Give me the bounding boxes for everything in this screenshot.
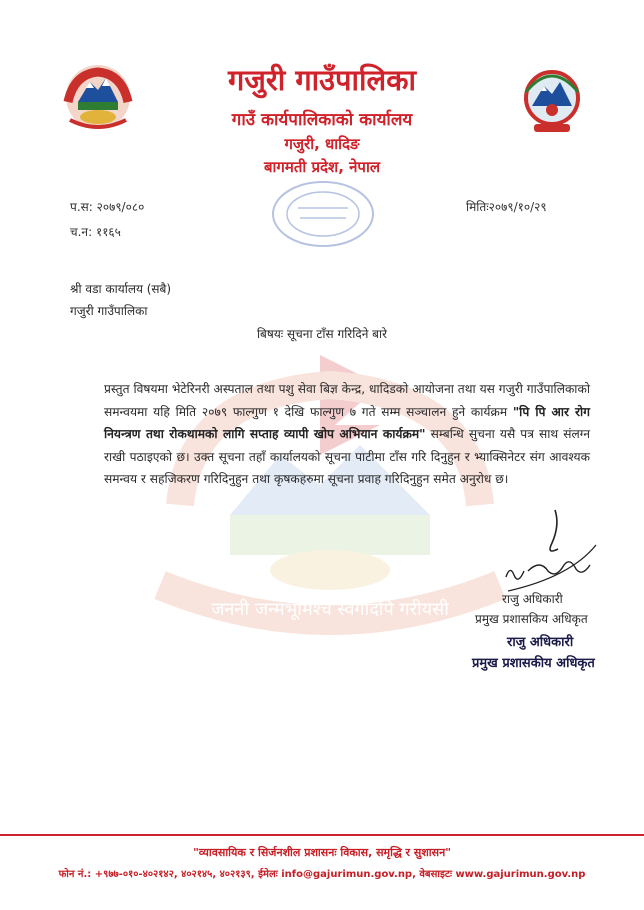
watermark-motto: जननी जन्मभूमिश्च स्वर्गादपि गरीयसी (211, 599, 449, 620)
org-title: गजुरी गाउँपालिका (228, 63, 416, 97)
footer-divider (0, 834, 644, 836)
letter-number: प.स: २०७९/०८० (70, 200, 145, 214)
office-name: गाउँ कार्यपालिकाको कार्यालय (231, 110, 413, 130)
subject-line: बिषयः सूचना टाँस गरिदिने बारे (256, 327, 388, 341)
dispatch-number: च.न: ११६५ (70, 225, 121, 239)
place-name: गजुरी, धादिङ (284, 135, 360, 153)
signatory-title: प्रमुख प्रशासकिय अधिकृत (475, 612, 588, 626)
letter-body (62, 378, 590, 491)
program-name: "पि पि आर रोग नियन्त्रण तथा रोकथामको लागि सप्ताह व्यापी खोप अभियान कार्यक्रम" (104, 404, 591, 441)
signatory-name: राजु अधिकारी (502, 592, 563, 606)
stamp-name: राजु अधिकारी (507, 635, 574, 650)
recipient-line: श्री वडा कार्यालय (सबै) (70, 282, 172, 296)
recipient-line: गजुरी गाउँपालिका (70, 304, 148, 318)
stamp-title: प्रमुख प्रशासकीय अधिकृत (472, 656, 595, 671)
handwritten-signature (500, 505, 600, 595)
body-text-part2: सम्बन्धि सुचना यसै पत्र साथ संलग्न राखी पठाइएको छ। उक्त सूचना तहाँ कार्यालयको सूचना पाटीमा टाँस गरि दिनुहुन र भ्याक्सिनेटर संग आवश्यक समन्वय र सहजिकरण गरिदिनुहुन तथा कृषकहरुमा सूचना प्रवाह गरिदिनुहुन समेत अनुरोध छ। (104, 427, 590, 486)
footer-contact: फोन नं.: +९७७-०१०-४०२१४२, ४०२१४५, ४०२१३९, ईमेलः info@gajurimun.gov.np, वेबसाइटः www.gajurimun.gov.np (58, 869, 586, 880)
letter-date: मितिः२०७९/१०/२९ (466, 200, 547, 214)
footer-slogan: "व्यावसायिक र सिर्जनशील प्रशासनः विकास, समृद्धि र सुशासन" (193, 846, 451, 859)
province-name: बागमती प्रदेश, नेपाल (263, 158, 381, 176)
body-text-part1: प्रस्तुत विषयमा भेटेरिनरी अस्पताल तथा पशु सेवा बिज्ञ केन्द्र, धादिडको आयोजना तथा यस गजुरी गाउँपालिकाको समन्वयमा यहि मिति २०७९ फाल्गुण १ देखि फाल्गुण ७ गते सम्म सञ्चालन हुने कार्यक्रम (104, 382, 590, 419)
office-stamp-icon (268, 178, 378, 250)
